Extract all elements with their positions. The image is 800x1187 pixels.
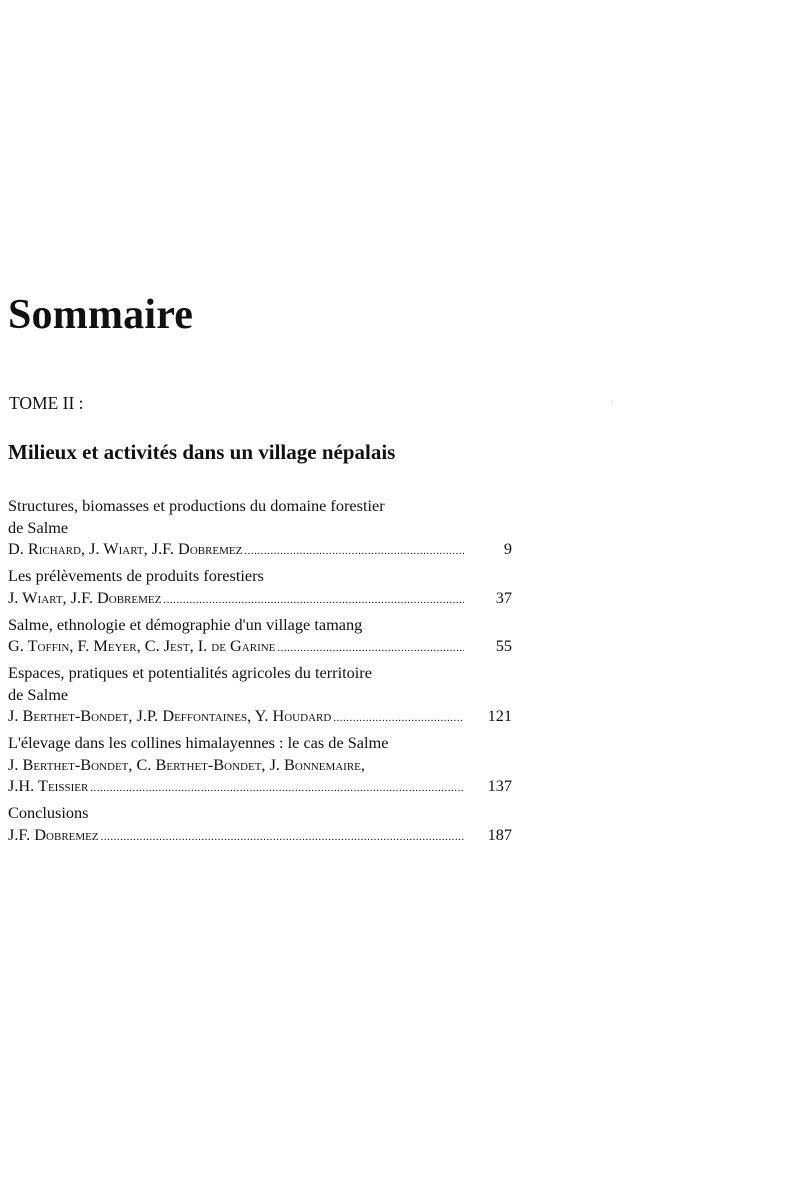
dot-leader	[244, 546, 464, 557]
dot-leader	[101, 832, 464, 843]
entry-title-line: Salme, ethnologie et démographie d'un village tamang	[8, 614, 363, 634]
entry-page-number: 9	[503, 539, 512, 559]
entry-authors: J. Wiart, J.F. Dobremez	[8, 587, 162, 607]
page-title: Sommaire	[8, 292, 194, 338]
entry-authors: D. Richard, J. Wiart, J.F. Dobremez	[8, 539, 243, 559]
entry-authors: J.F. Dobremez	[8, 824, 99, 844]
dot-leader	[163, 595, 464, 606]
entry-author-line	[8, 705, 512, 727]
entry-author-line	[8, 754, 512, 776]
entry-title-line: Structures, biomasses et productions du domaine forestier	[8, 496, 385, 515]
entry-page-number: 187	[487, 824, 512, 844]
tome-label: TOME II :	[9, 393, 84, 413]
entry-title-line: Les prélèvements de produits forestiers	[8, 566, 264, 586]
entry-title-line: Conclusions	[8, 803, 89, 823]
entry-title-line: L'élevage dans les collines himalayennes : le cas de Salme	[8, 733, 389, 753]
toc-entry	[8, 732, 512, 797]
entry-page-number: 55	[495, 636, 512, 656]
table-of-contents	[8, 495, 512, 851]
entry-author-line	[8, 587, 512, 609]
stray-dot	[611, 401, 612, 402]
toc-entry	[8, 495, 512, 560]
entry-title-line: Espaces, pratiques et potentialités agricoles du territoire	[8, 662, 372, 682]
entry-authors: J. Berthet-Bondet, C. Berthet-Bondet, J. Bonnemaire,	[8, 754, 365, 774]
entry-page-number: 37	[495, 587, 512, 607]
entry-author-line	[8, 775, 512, 797]
entry-authors: J.H. Teissier	[8, 776, 89, 796]
entry-author-line	[8, 824, 512, 846]
entry-title-line: de Salme	[8, 517, 69, 537]
entry-page-number: 137	[487, 776, 512, 796]
dot-leader	[277, 643, 464, 654]
section-title: Milieux et activités dans un village népalais	[8, 440, 396, 464]
entry-author-line	[8, 635, 512, 657]
entry-title-line: de Salme	[8, 684, 69, 704]
entry-authors: J. Berthet-Bondet, J.P. Deffontaines, Y. Houdard	[8, 706, 332, 726]
toc-entry	[8, 614, 512, 657]
dot-leader	[90, 783, 464, 794]
entry-author-line	[8, 538, 512, 560]
dot-leader	[333, 713, 464, 724]
toc-entry	[8, 802, 512, 845]
entry-authors: G. Toffin, F. Meyer, C. Jest, I. de Garine	[8, 636, 276, 656]
entry-page-number: 121	[487, 706, 512, 726]
toc-entry	[8, 565, 512, 608]
toc-entry	[8, 662, 512, 727]
